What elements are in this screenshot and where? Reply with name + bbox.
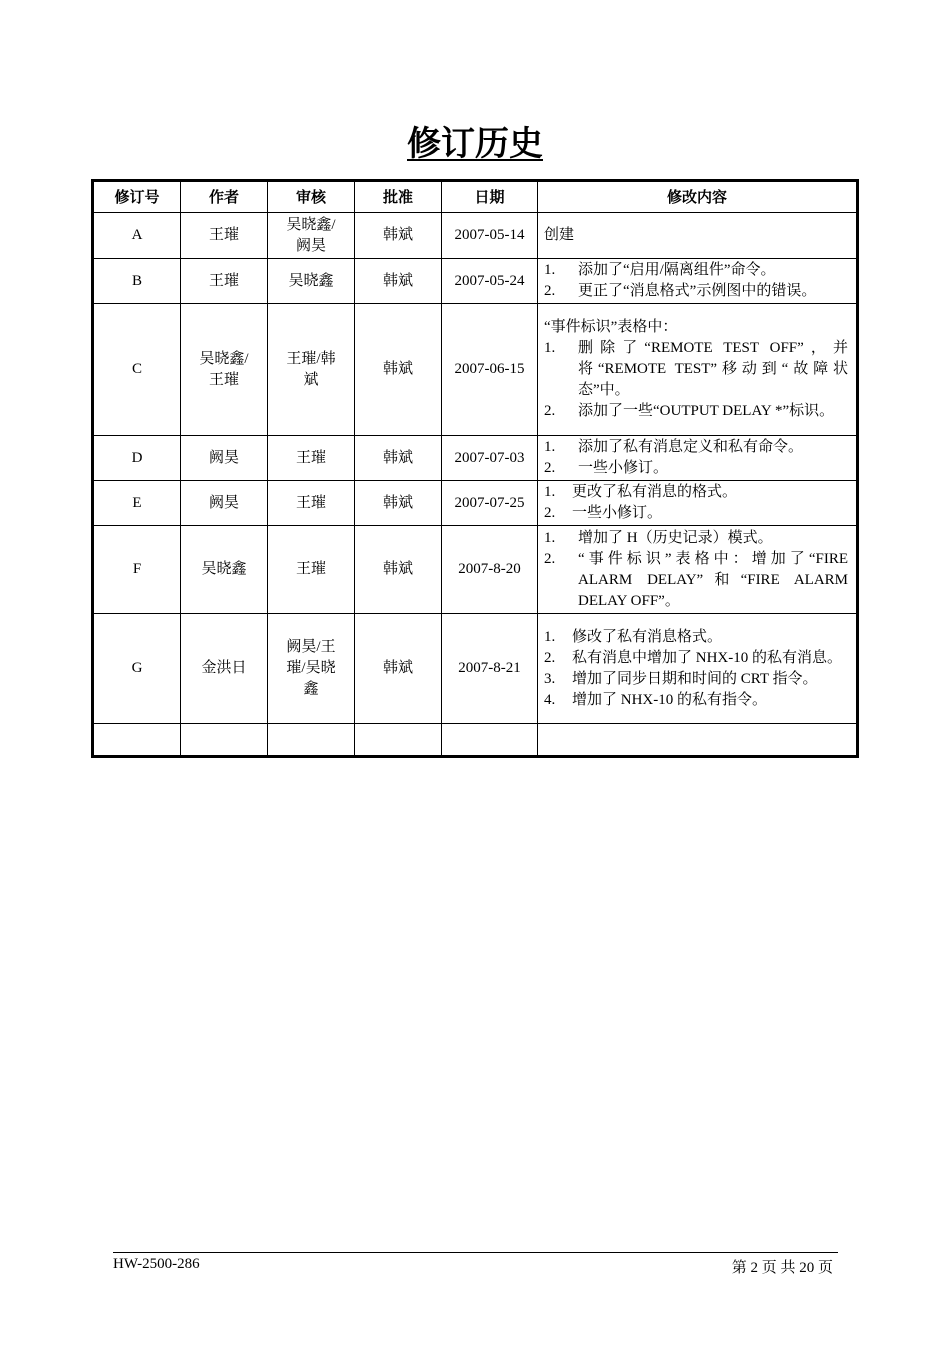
cell-reviewer: 王璀 bbox=[268, 526, 355, 614]
cell-empty bbox=[94, 724, 181, 756]
cell-date: 2007-07-03 bbox=[442, 436, 538, 481]
cell-author: 吴晓鑫 bbox=[181, 526, 268, 614]
cell-author: 王璀 bbox=[181, 213, 268, 259]
table-row bbox=[94, 614, 857, 724]
header-rev: 修订号 bbox=[94, 182, 181, 213]
item-text: 一些小修订。 bbox=[578, 460, 669, 476]
item-text: 添加了“启用/隔离组件”命令。 bbox=[578, 262, 776, 278]
cell-rev: A bbox=[94, 213, 181, 259]
item-text: 更正了“消息格式”示例图中的错误。 bbox=[578, 283, 817, 299]
cell-rev: D bbox=[94, 436, 181, 481]
cell-approver: 韩斌 bbox=[355, 213, 442, 259]
cell-author bbox=[181, 304, 268, 436]
item-number: 3. bbox=[544, 670, 556, 687]
item-text: 一些小修订。 bbox=[572, 505, 663, 521]
item-text: 添加了私有消息定义和私有命令。 bbox=[578, 439, 804, 455]
item-number: 2. bbox=[544, 283, 556, 299]
header-author: 作者 bbox=[181, 182, 268, 213]
content-intro: 创建 bbox=[544, 227, 575, 243]
item-number: 2. bbox=[544, 403, 556, 419]
list-item bbox=[544, 482, 848, 503]
cell-date: 2007-8-20 bbox=[442, 526, 538, 614]
cell-content bbox=[538, 436, 857, 481]
content-intro: “事件标识”表格中： bbox=[544, 319, 678, 335]
item-text: 更改了私有消息的格式。 bbox=[572, 484, 738, 500]
page-title bbox=[0, 122, 950, 166]
cell-approver: 韩斌 bbox=[355, 436, 442, 481]
cell-approver: 韩斌 bbox=[355, 304, 442, 436]
list-item bbox=[544, 669, 848, 690]
cell-content bbox=[538, 259, 857, 304]
cell-content bbox=[538, 614, 857, 724]
item-text: 删除了“REMOTE TEST OFF”，并将“REMOTE TEST”移动到“故障状态”中。 bbox=[578, 340, 848, 398]
item-number: 1. bbox=[544, 439, 556, 455]
list-item bbox=[544, 401, 848, 422]
item-text: 增加了同步日期和时间的 CRT 指令。 bbox=[572, 670, 818, 687]
table-row bbox=[94, 526, 857, 614]
cell-empty bbox=[442, 724, 538, 756]
cell-content bbox=[538, 526, 857, 614]
cell-content bbox=[538, 213, 857, 259]
footer-doc-id: HW-2500-286 bbox=[113, 1256, 200, 1272]
cell-content bbox=[538, 304, 857, 436]
cell-date: 2007-05-24 bbox=[442, 259, 538, 304]
cell-author-text: 吴晓鑫/王璀 bbox=[199, 350, 249, 388]
cell-reviewer bbox=[268, 614, 355, 724]
item-text: “事件标识”表格中：增加了“FIRE ALARM DELAY”和“FIRE ALARM DELAY OFF”。 bbox=[578, 550, 848, 609]
header-reviewer: 审核 bbox=[268, 182, 355, 213]
cell-empty bbox=[268, 724, 355, 756]
cell-date: 2007-06-15 bbox=[442, 304, 538, 436]
list-item bbox=[544, 627, 848, 648]
table-row bbox=[94, 304, 857, 436]
cell-reviewer: 王璀 bbox=[268, 436, 355, 481]
list-item bbox=[544, 281, 848, 302]
header-approver: 批准 bbox=[355, 182, 442, 213]
cell-rev: E bbox=[94, 481, 181, 526]
cell-empty bbox=[355, 724, 442, 756]
item-number: 1. bbox=[544, 484, 556, 500]
item-number: 4. bbox=[544, 691, 556, 708]
table-header-row bbox=[94, 182, 857, 213]
table-row bbox=[94, 259, 857, 304]
footer-page-info: 第 2 页 共 20 页 bbox=[731, 1260, 833, 1276]
cell-rev: B bbox=[94, 259, 181, 304]
list-item bbox=[544, 458, 848, 479]
list-item bbox=[544, 528, 848, 549]
table-row bbox=[94, 213, 857, 259]
cell-rev: C bbox=[94, 304, 181, 436]
cell-date: 2007-05-14 bbox=[442, 213, 538, 259]
cell-date: 2007-8-21 bbox=[442, 614, 538, 724]
list-item bbox=[544, 648, 848, 669]
cell-reviewer bbox=[268, 304, 355, 436]
list-item bbox=[544, 437, 848, 458]
cell-approver: 韩斌 bbox=[355, 526, 442, 614]
list-item bbox=[544, 690, 848, 711]
item-number: 2. bbox=[544, 550, 556, 567]
table-row bbox=[94, 436, 857, 481]
cell-approver: 韩斌 bbox=[355, 481, 442, 526]
cell-reviewer-text: 王璀/韩斌 bbox=[286, 350, 336, 388]
item-text: 增加了 H（历史记录）模式。 bbox=[578, 529, 773, 546]
cell-empty bbox=[538, 724, 857, 756]
cell-date: 2007-07-25 bbox=[442, 481, 538, 526]
cell-content bbox=[538, 481, 857, 526]
item-number: 1. bbox=[544, 529, 556, 546]
item-text: 增加了 NHX-10 的私有指令。 bbox=[572, 691, 767, 708]
table-row-empty bbox=[94, 724, 857, 756]
item-number: 2. bbox=[544, 460, 556, 476]
cell-author: 阙昊 bbox=[181, 436, 268, 481]
list-item bbox=[544, 549, 848, 612]
revision-history-table bbox=[91, 179, 859, 758]
item-number: 1. bbox=[544, 628, 556, 645]
item-number: 1. bbox=[544, 340, 556, 356]
item-number: 2. bbox=[544, 505, 556, 521]
cell-empty bbox=[181, 724, 268, 756]
cell-reviewer bbox=[268, 213, 355, 259]
footer-divider bbox=[113, 1252, 838, 1253]
list-item bbox=[544, 338, 848, 401]
header-content: 修改内容 bbox=[538, 182, 857, 213]
item-number: 2. bbox=[544, 649, 556, 666]
cell-rev: F bbox=[94, 526, 181, 614]
cell-approver: 韩斌 bbox=[355, 614, 442, 724]
cell-rev: G bbox=[94, 614, 181, 724]
cell-approver: 韩斌 bbox=[355, 259, 442, 304]
page-title-text: 修订历史 bbox=[407, 124, 543, 164]
cell-author: 阙昊 bbox=[181, 481, 268, 526]
item-number: 1. bbox=[544, 262, 556, 278]
item-text: 私有消息中增加了 NHX-10 的私有消息。 bbox=[572, 649, 842, 666]
list-item bbox=[544, 503, 848, 524]
header-date: 日期 bbox=[442, 182, 538, 213]
cell-reviewer: 吴晓鑫 bbox=[268, 259, 355, 304]
item-text: 修改了私有消息格式。 bbox=[572, 628, 723, 645]
table-row bbox=[94, 481, 857, 526]
cell-reviewer-text: 阙昊/王璀/吴晓鑫 bbox=[286, 639, 336, 697]
cell-reviewer: 王璀 bbox=[268, 481, 355, 526]
cell-reviewer-text: 吴晓鑫/阙昊 bbox=[286, 216, 336, 254]
cell-author: 金洪日 bbox=[181, 614, 268, 724]
cell-author: 王璀 bbox=[181, 259, 268, 304]
item-text: 添加了一些“OUTPUT DELAY *”标识。 bbox=[578, 403, 835, 419]
list-item bbox=[544, 260, 848, 281]
